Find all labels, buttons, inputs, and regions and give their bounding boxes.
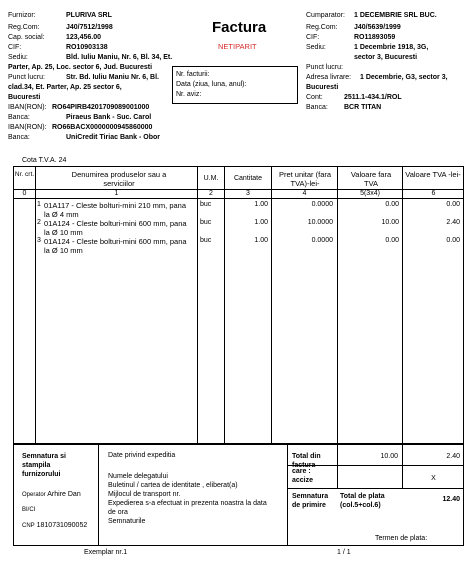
col-header-nr: Nr. crt. <box>14 171 35 178</box>
supplier-signature-label: Semnatura si stampila furnizorului <box>22 453 66 478</box>
supplier-line: Cap. social: 123,456.00 <box>8 34 102 41</box>
invoice-date-label: Data (ziua, luna, anul): <box>176 81 247 88</box>
invoice-number-box <box>172 66 298 104</box>
invoice-number-label: Nr. facturii: <box>176 71 210 78</box>
row-vat: 0.00 <box>446 201 460 208</box>
col-divider <box>224 166 225 444</box>
print-status: NETIPARIT <box>218 42 257 51</box>
row-description: 01A124 - Cleste bolturi-mini 600 mm, pana la Ø 10 mm <box>44 237 187 255</box>
row-price: 0.0000 <box>311 237 333 244</box>
grand-total-label: Total de plata (col.5+col.6) <box>340 493 385 509</box>
bi-label: BI/CI <box>22 507 36 513</box>
row-vat: 0.00 <box>446 237 460 244</box>
supplier-line: clad.34, Et. Parter, Ap. 25 sector 6, <box>8 84 122 91</box>
col-divider <box>402 166 403 444</box>
expedition-line: Mijlocul de transport nr. <box>108 491 181 498</box>
supplier-line: IBAN(RON): RO64PIRB4201709089001000 <box>8 104 150 111</box>
supplier-line: Sediu: Bld. Iuliu Maniu, Nr. 6, Bl. 34, Et. <box>8 54 173 61</box>
expedition-line: Semnaturile <box>108 518 146 525</box>
col-header-description: Denumirea produselor sau a serviciilor <box>71 170 167 188</box>
expedition-line: Buletinul / cartea de identitate , eliberat(a) <box>108 482 238 489</box>
supplier-line: Banca: UniCredit Tiriac Bank - Obor <box>8 134 160 141</box>
row-um: buc <box>200 201 212 208</box>
row-number: 3 <box>37 237 41 244</box>
row-um: buc <box>200 219 212 226</box>
row-price: 0.0000 <box>311 201 333 208</box>
row-value: 10.00 <box>381 219 399 226</box>
customer-line: Sediu: 1 Decembrie 1918, 3G, <box>306 44 429 51</box>
supplier-line: Reg.Com: J40/7512/1998 <box>8 24 113 31</box>
customer-line: CIF: RO11893059 <box>306 34 396 41</box>
row-value: 0.00 <box>385 201 399 208</box>
col-number: 6 <box>431 190 436 197</box>
col-number: 1 <box>114 190 119 197</box>
supplier-line: Furnizor: PLURIVA SRL <box>8 12 112 19</box>
col-divider <box>197 166 198 444</box>
customer-line: Cont: 2511.1-434.1/ROL <box>306 94 402 101</box>
operator-line: Operator Arhire Dan <box>22 491 81 498</box>
customer-line: Punct lucru: <box>306 64 343 71</box>
grand-total-value: 12.40 <box>442 496 460 503</box>
row-number: 1 <box>37 201 41 208</box>
col-divider <box>271 166 272 444</box>
supplier-line: Parter, Ap. 25, Loc. sector 6, Jud. Bucuresti <box>8 64 153 71</box>
footer-divider <box>287 444 288 546</box>
customer-line: Banca: BCR TITAN <box>306 104 382 111</box>
row-um: buc <box>200 237 212 244</box>
row-description: 01A124 - Cleste bolturi-mini 600 mm, pana la Ø 10 mm <box>44 219 187 237</box>
col-header-um: U.M. <box>203 175 219 182</box>
col-number: 2 <box>209 190 213 197</box>
copy-number: Exemplar nr.1 <box>84 549 128 556</box>
customer-line: sector 3, Bucuresti <box>354 54 418 61</box>
total-value: 10.00 <box>380 453 398 460</box>
row-description: 01A117 - Cleste bolturi-mini 210 mm, pana la Ø 4 mm <box>44 201 187 219</box>
vat-rate: Cota T.V.A. 24 <box>22 157 67 164</box>
supplier-line: CIF: RO10903138 <box>8 44 108 51</box>
footer-divider <box>98 444 99 546</box>
accize-label: care : accize <box>292 468 314 484</box>
col-number: 5(3x4) <box>360 190 380 197</box>
total-vat: 2.40 <box>446 453 460 460</box>
customer-line: Adresa livrare: 1 Decembrie, G3, sector 3, <box>306 74 448 81</box>
col-divider <box>337 166 338 444</box>
customer-line: Reg.Com: J40/5639/1999 <box>306 24 401 31</box>
invoice-aviz-label: Nr. aviz: <box>176 91 202 98</box>
expedition-line: Expedierea s-a efectuat in prezenta noastra la data <box>108 500 267 507</box>
row-value: 0.00 <box>385 237 399 244</box>
col-number: 3 <box>246 190 250 197</box>
footer-divider <box>337 444 338 488</box>
col-header-qty: Cantitate <box>233 175 263 182</box>
customer-line: Bucuresti <box>306 84 339 91</box>
expedition-line: Numele delegatului <box>108 473 168 480</box>
supplier-line: Banca: Piraeus Bank - Suc. Carol <box>8 114 152 121</box>
supplier-line: Bucuresti <box>8 94 41 101</box>
customer-line: Cumparator: 1 DECEMBRIE SRL BUC. <box>306 12 437 19</box>
supplier-line: Punct lucru: Str. Bd. Iuliu Maniu Nr. 6, Bl. <box>8 74 159 81</box>
row-price: 10.0000 <box>307 219 333 226</box>
col-header-price: Pret unitar (fara TVA)-lei- <box>278 170 332 188</box>
payment-term-label: Termen de plata: <box>375 535 428 542</box>
row-qty: 1.00 <box>254 237 268 244</box>
col-number: 4 <box>302 190 307 197</box>
row-qty: 1.00 <box>254 219 268 226</box>
table-colnum-divider <box>13 198 464 199</box>
expedition-title: Date privind expeditia <box>108 452 176 459</box>
col-divider <box>35 166 36 444</box>
col-header-vat: Valoare TVA -lei- <box>405 170 461 179</box>
cnp-line: CNP 1810731090052 <box>22 522 88 529</box>
receipt-signature-label: Semnatura de primire <box>292 493 329 509</box>
total-label: Total din factura <box>292 453 321 469</box>
supplier-line: IBAN(RON): RO66BACX0000000945860000 <box>8 124 153 131</box>
col-header-value: Valoare fara TVA <box>350 170 392 188</box>
accize-mark: X <box>431 475 436 482</box>
row-number: 2 <box>37 219 41 226</box>
page-number: 1 / 1 <box>337 549 351 556</box>
row-qty: 1.00 <box>254 201 268 208</box>
col-number: 0 <box>22 190 27 197</box>
footer-divider <box>287 488 464 489</box>
row-vat: 2.40 <box>446 219 460 226</box>
expedition-line: de ora <box>108 509 128 516</box>
invoice-title: Factura <box>212 19 267 36</box>
